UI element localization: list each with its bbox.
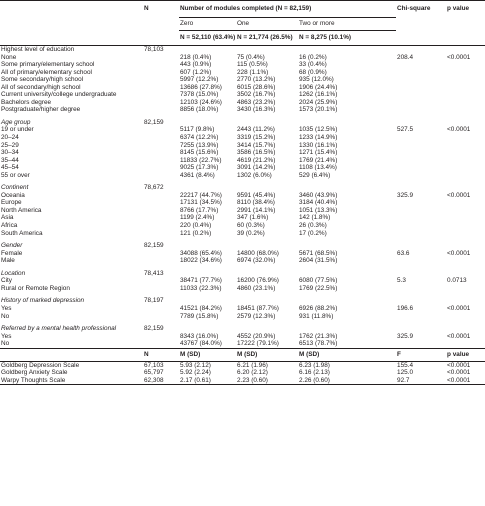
table-row: [0, 214, 485, 222]
row-label: 20–24: [1, 134, 19, 142]
row-label: City: [1, 277, 13, 285]
chi-square-value: 5.3: [397, 277, 406, 285]
zero-value: 43767 (84.0%): [180, 340, 222, 348]
row-label: Male: [1, 257, 15, 265]
section-header-row: [0, 119, 485, 127]
one-value: 39 (0.2%): [237, 229, 265, 237]
two-or-more-value: 1035 (12.5%): [299, 126, 338, 134]
one-value: 2991 (14.1%): [237, 206, 276, 214]
one-value: 3502 (16.7%): [237, 91, 276, 99]
two-or-more-value: 6080 (77.5%): [299, 277, 338, 285]
header-chi-square: Chi-square: [396, 1, 446, 18]
zero-value: 220 (0.4%): [180, 222, 212, 230]
two-or-more-value: 16 (0.2%): [299, 53, 327, 61]
row-label: Bachelors degree: [1, 98, 52, 106]
section-title: Gender: [1, 242, 23, 250]
scale-name: Goldberg Anxiety Scale: [1, 369, 68, 377]
row-label: 30–34: [1, 149, 19, 157]
section-n: 82,159: [144, 325, 164, 333]
section-header-row: [0, 242, 485, 250]
section-title: Location: [1, 269, 26, 277]
two-or-more-value: 68 (0.9%): [299, 68, 327, 76]
two-or-more-value: 26 (0.3%): [299, 222, 327, 230]
cont-header-m2: M (SD): [298, 348, 396, 361]
two-or-more-mean-sd: 6.23 (1.98): [299, 361, 330, 369]
two-or-more-value: 1271 (15.4%): [299, 149, 338, 157]
zero-value: 11833 (22.7%): [180, 156, 222, 164]
zero-value: 41521 (84.2%): [180, 304, 222, 312]
zero-value: 17131 (34.5%): [180, 199, 222, 207]
section-title: Continent: [1, 184, 29, 192]
table-row: [0, 257, 485, 265]
one-value: 18451 (87.7%): [237, 304, 279, 312]
table-row: [0, 142, 485, 150]
zero-value: 4361 (8.4%): [180, 171, 215, 179]
one-value: 8110 (38.4%): [237, 199, 275, 207]
one-value: 75 (0.4%): [237, 53, 265, 61]
zero-value: 22217 (44.7%): [180, 191, 222, 199]
one-value: 4619 (21.2%): [237, 156, 276, 164]
table-row: [0, 172, 485, 180]
one-value: 17222 (79.1%): [237, 340, 279, 348]
section-header-row: [0, 325, 485, 333]
table-body: [0, 1, 485, 385]
two-or-more-value: 33 (0.4%): [299, 61, 327, 69]
chi-square-value: 325.9: [397, 332, 414, 340]
table-row: [0, 149, 485, 157]
zero-value: 34088 (65.4%): [180, 249, 222, 257]
zero-value: 1199 (2.4%): [180, 214, 215, 222]
row-label: South America: [1, 229, 43, 237]
section-title: Age group: [1, 118, 31, 126]
one-value: 3430 (16.3%): [237, 106, 276, 114]
chi-square-value: 208.4: [397, 53, 414, 61]
scale-n: 65,797: [144, 369, 164, 377]
section-title: History of marked depression: [1, 297, 85, 305]
two-or-more-value: 6513 (78.7%): [299, 340, 338, 348]
one-value: 4860 (23.1%): [237, 284, 276, 292]
scale-n: 67,103: [144, 361, 164, 369]
row-label: Current university/college undergraduate: [1, 91, 117, 99]
zero-value: 5117 (9.8%): [180, 126, 215, 134]
f-value: 125.0: [397, 369, 414, 377]
chi-square-value: 196.6: [397, 304, 414, 312]
table-row: [0, 199, 485, 207]
section-header-row: [0, 46, 485, 54]
row-label: 19 or under: [1, 126, 34, 134]
zero-mean-sd: 5.93 (2.12): [180, 361, 211, 369]
row-label: Female: [1, 249, 23, 257]
cont-header-m0: M (SD): [179, 348, 236, 361]
p-value: <0.0001: [447, 249, 471, 257]
two-or-more-value: 1769 (22.5%): [299, 284, 338, 292]
p-value: <0.0001: [447, 361, 471, 369]
table-row: [0, 157, 485, 165]
table-row: [0, 99, 485, 107]
two-or-more-value: 931 (11.8%): [299, 312, 334, 320]
row-label: No: [1, 312, 10, 320]
two-or-more-value: 1762 (21.3%): [299, 332, 338, 340]
one-value: 4552 (20.9%): [237, 332, 276, 340]
continuous-header-row: [0, 348, 485, 361]
two-or-more-value: 1108 (13.4%): [299, 164, 337, 172]
table-row: [0, 250, 485, 258]
section-n: 78,103: [144, 46, 164, 53]
continuous-row: [0, 377, 485, 385]
one-value: 16200 (76.9%): [237, 277, 279, 285]
one-mean-sd: 6.21 (1.96): [237, 361, 268, 369]
row-label: All of secondary/high school: [1, 83, 81, 91]
section-header-row: [0, 297, 485, 305]
table-row: [0, 84, 485, 92]
zero-value: 13686 (27.8%): [180, 83, 222, 91]
row-label: 55 or over: [1, 171, 30, 179]
row-label: No: [1, 340, 10, 348]
zero-value: 218 (0.4%): [180, 53, 212, 61]
zero-value: 9025 (17.3%): [180, 164, 219, 172]
table-row: [0, 69, 485, 77]
cont-header-n: N: [143, 348, 179, 361]
table-row: [0, 313, 485, 321]
two-or-more-value: 1051 (13.3%): [299, 206, 338, 214]
two-or-more-value: 1573 (20.1%): [299, 106, 338, 114]
zero-value: 5997 (12.2%): [180, 76, 219, 84]
zero-value: 18022 (34.6%): [180, 257, 222, 265]
header-one-n: N = 21,774 (26.5%): [236, 31, 298, 46]
table-row: [0, 106, 485, 114]
one-mean-sd: 2.23 (0.60): [236, 377, 298, 385]
table-row: [0, 305, 485, 313]
two-or-more-value: 1330 (16.1%): [299, 141, 338, 149]
p-value: <0.0001: [446, 377, 485, 385]
table-row: [0, 340, 485, 348]
section-n: 82,159: [144, 242, 164, 250]
section-n: 78,197: [144, 297, 164, 305]
scale-n: 62,308: [143, 377, 179, 385]
table-row: [0, 54, 485, 62]
header-one: One: [236, 18, 298, 31]
two-or-more-value: 142 (1.8%): [299, 214, 331, 222]
cont-header-m1: M (SD): [236, 348, 298, 361]
row-label: Yes: [1, 332, 12, 340]
header-two-n: N = 8,275 (10.1%): [298, 31, 396, 46]
header-zero: Zero: [179, 18, 236, 31]
continuous-row: [0, 361, 485, 369]
zero-mean-sd: 2.17 (0.61): [179, 377, 236, 385]
one-value: 2579 (12.3%): [237, 312, 276, 320]
p-value: <0.0001: [447, 304, 471, 312]
table-row: [0, 333, 485, 341]
row-label: Postgraduate/higher degree: [1, 106, 81, 114]
two-or-more-value: 1769 (21.4%): [299, 156, 338, 164]
row-label: North America: [1, 206, 42, 214]
one-value: 4863 (23.2%): [237, 98, 276, 106]
one-value: 3091 (14.2%): [237, 164, 276, 172]
section-n: 78,413: [144, 269, 164, 277]
one-value: 2443 (11.2%): [237, 126, 275, 134]
header-row-1: [0, 1, 485, 18]
zero-value: 12103 (24.6%): [180, 98, 222, 106]
section-header-row: [0, 184, 485, 192]
one-value: 2770 (13.2%): [237, 76, 276, 84]
row-label: 45–54: [1, 164, 19, 172]
section-header-row: [0, 270, 485, 278]
two-or-more-value: 1906 (24.4%): [299, 83, 338, 91]
table-row: [0, 61, 485, 69]
chi-square-value: 325.9: [397, 191, 414, 199]
row-label: Yes: [1, 304, 12, 312]
row-label: 25–29: [1, 141, 19, 149]
f-value: 155.4: [397, 361, 414, 369]
row-label: Asia: [1, 214, 14, 222]
one-value: 9591 (45.4%): [237, 191, 276, 199]
two-or-more-value: 2604 (31.5%): [299, 257, 338, 265]
one-value: 228 (1.1%): [237, 68, 269, 76]
header-row-2: [0, 18, 485, 31]
row-label: All of primary/elementary school: [1, 68, 92, 76]
two-or-more-value: 3460 (43.9%): [299, 191, 338, 199]
two-or-more-value: 3184 (40.4%): [299, 199, 338, 207]
row-label: Oceania: [1, 191, 25, 199]
table-row: [0, 192, 485, 200]
row-label: Africa: [1, 222, 18, 230]
zero-value: 7789 (15.8%): [180, 312, 219, 320]
row-label: Some primary/elementary school: [1, 61, 95, 69]
header-zero-n: N = 52,110 (63.4%): [179, 31, 236, 46]
two-or-more-value: 2024 (25.9%): [299, 98, 338, 106]
two-or-more-mean-sd: 2.26 (0.60): [298, 377, 396, 385]
zero-mean-sd: 5.92 (2.24): [180, 369, 211, 377]
continuous-row: [0, 369, 485, 377]
row-label: Some secondary/high school: [1, 76, 84, 84]
one-value: 1302 (6.0%): [237, 171, 272, 179]
table-row: [0, 230, 485, 238]
one-value: 60 (0.3%): [237, 222, 265, 230]
two-or-more-value: 17 (0.2%): [299, 229, 327, 237]
section-title: Highest level of education: [1, 46, 75, 53]
one-value: 115 (0.5%): [237, 61, 268, 69]
header-empty-cell: [0, 1, 143, 18]
zero-value: 8145 (15.6%): [180, 149, 219, 157]
one-value: 3586 (16.5%): [237, 149, 276, 157]
table-row: [0, 134, 485, 142]
table-row: [0, 164, 485, 172]
table-row: [0, 277, 485, 285]
header-p-value: p value: [446, 1, 485, 18]
one-value: 6974 (32.0%): [237, 257, 276, 265]
two-or-more-value: 6926 (88.2%): [299, 304, 338, 312]
two-or-more-value: 5671 (68.5%): [299, 249, 338, 257]
zero-value: 8343 (16.0%): [180, 332, 219, 340]
p-value: <0.0001: [447, 332, 471, 340]
p-value: 0.0713: [447, 277, 467, 285]
row-label: 35–44: [1, 156, 19, 164]
scale-name: Warpy Thoughts Scale: [0, 377, 143, 385]
section-n: 82,159: [144, 118, 164, 126]
row-label: None: [1, 53, 17, 61]
table-row: [0, 222, 485, 230]
zero-value: 443 (0.9%): [180, 61, 212, 69]
header-row-3: [0, 31, 485, 46]
scale-name: Goldberg Depression Scale: [1, 361, 80, 369]
table-row: [0, 207, 485, 215]
zero-value: 7378 (15.0%): [180, 91, 219, 99]
zero-value: 38471 (77.7%): [180, 277, 222, 285]
section-n: 78,672: [144, 184, 164, 192]
two-or-more-mean-sd: 6.16 (2.13): [299, 369, 330, 377]
chi-square-value: 527.5: [397, 126, 414, 134]
one-value: 3414 (15.7%): [237, 141, 276, 149]
header-n: N: [143, 1, 179, 18]
table-row: [0, 126, 485, 134]
section-title: Referred by a mental health professional: [1, 325, 117, 333]
two-or-more-value: 1233 (14.9%): [299, 134, 338, 142]
row-label: Europe: [1, 199, 22, 207]
zero-value: 8766 (17.7%): [180, 206, 219, 214]
one-value: 347 (1.6%): [237, 214, 269, 222]
cont-header-p: p value: [446, 348, 485, 361]
one-value: 6015 (28.6%): [237, 83, 276, 91]
table-row: [0, 76, 485, 84]
p-value: <0.0001: [447, 53, 471, 61]
two-or-more-value: 529 (6.4%): [299, 171, 331, 179]
p-value: <0.0001: [447, 191, 471, 199]
zero-value: 11033 (22.3%): [180, 284, 222, 292]
p-value: <0.0001: [447, 369, 471, 377]
zero-value: 607 (1.2%): [180, 68, 212, 76]
one-value: 14800 (68.0%): [237, 249, 279, 257]
header-two-or-more: Two or more: [298, 18, 396, 31]
one-value: 3319 (15.2%): [237, 134, 276, 142]
p-value: <0.0001: [447, 126, 471, 134]
table-row: [0, 285, 485, 293]
one-mean-sd: 6.20 (2.12): [237, 369, 268, 377]
header-modules-completed: Number of modules completed (N = 82,159): [179, 1, 396, 18]
row-label: Rural or Remote Region: [1, 284, 70, 292]
chi-square-value: 63.6: [397, 249, 410, 257]
two-or-more-value: 935 (12.0%): [299, 76, 334, 84]
table-row: [0, 91, 485, 99]
zero-value: 7255 (13.9%): [180, 141, 219, 149]
f-value: 92.7: [396, 377, 446, 385]
zero-value: 8856 (18.0%): [180, 106, 219, 114]
two-or-more-value: 1262 (16.1%): [299, 91, 338, 99]
cont-header-f: F: [396, 348, 446, 361]
zero-value: 121 (0.2%): [180, 229, 212, 237]
zero-value: 6374 (12.2%): [180, 134, 219, 142]
